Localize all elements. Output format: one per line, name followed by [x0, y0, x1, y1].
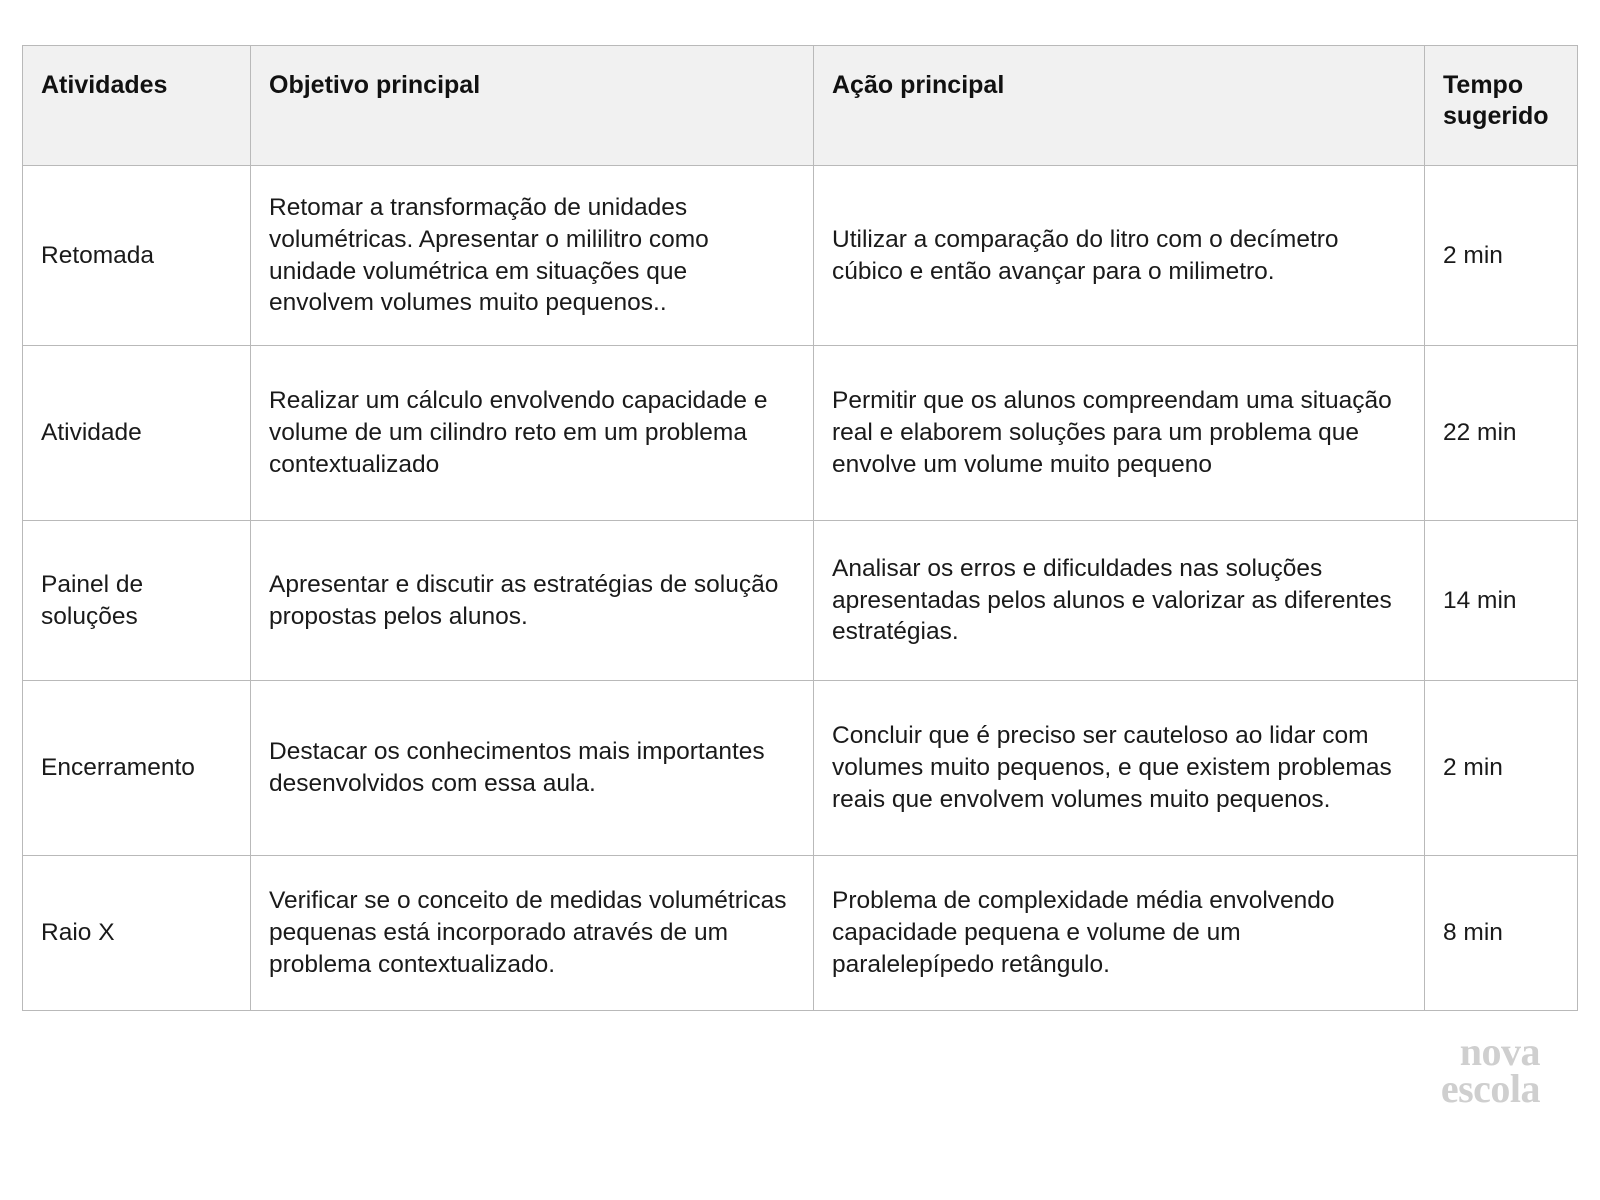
cell-goal: Retomar a transformação de unidades volumétricas. Apresentar o mililitro como unidade volumétrica em situações que envolvem volumes muito pequenos.. [251, 166, 814, 346]
table-body [23, 166, 1578, 1011]
table-row [23, 166, 1578, 346]
cell-action: Permitir que os alunos compreendam uma situação real e elaborem soluções para um problema que envolve um volume muito pequeno [814, 346, 1425, 521]
column-header-objetivo-principal: Objetivo principal [251, 46, 814, 166]
cell-activity: Painel de soluções [23, 521, 251, 681]
cell-activity: Encerramento [23, 681, 251, 856]
column-header-atividades: Atividades [23, 46, 251, 166]
cell-activity: Atividade [23, 346, 251, 521]
cell-goal: Verificar se o conceito de medidas volumétricas pequenas está incorporado através de um problema contextualizado. [251, 856, 814, 1011]
cell-action: Concluir que é preciso ser cauteloso ao lidar com volumes muito pequenos, e que existem problemas reais que envolvem volumes muito pequenos. [814, 681, 1425, 856]
cell-goal: Destacar os conhecimentos mais importantes desenvolvidos com essa aula. [251, 681, 814, 856]
table-header-row [23, 46, 1578, 166]
cell-goal: Apresentar e discutir as estratégias de solução propostas pelos alunos. [251, 521, 814, 681]
cell-time: 2 min [1425, 681, 1578, 856]
logo-line-escola: escola [1440, 1065, 1540, 1111]
table-row [23, 681, 1578, 856]
nova-escola-logo [1380, 1029, 1540, 1111]
cell-time: 8 min [1425, 856, 1578, 1011]
table-row [23, 856, 1578, 1011]
cell-time: 22 min [1425, 346, 1578, 521]
cell-activity: Retomada [23, 166, 251, 346]
lesson-plan-table [22, 45, 1578, 1011]
cell-action: Utilizar a comparação do litro com o decímetro cúbico e então avançar para o milimetro. [814, 166, 1425, 346]
logo-line-nova: nova [1459, 1029, 1540, 1074]
cell-goal: Realizar um cálculo envolvendo capacidade e volume de um cilindro reto em um problema contextualizado [251, 346, 814, 521]
column-header-tempo-sugerido: Tempo sugerido [1425, 46, 1578, 166]
table-header [23, 46, 1578, 166]
table-row [23, 521, 1578, 681]
cell-time: 14 min [1425, 521, 1578, 681]
column-header-acao-principal: Ação principal [814, 46, 1425, 166]
cell-activity: Raio X [23, 856, 251, 1011]
cell-action: Problema de complexidade média envolvendo capacidade pequena e volume de um paralelepípedo retângulo. [814, 856, 1425, 1011]
cell-action: Analisar os erros e dificuldades nas soluções apresentadas pelos alunos e valorizar as diferentes estratégias. [814, 521, 1425, 681]
cell-time: 2 min [1425, 166, 1578, 346]
table-row [23, 346, 1578, 521]
